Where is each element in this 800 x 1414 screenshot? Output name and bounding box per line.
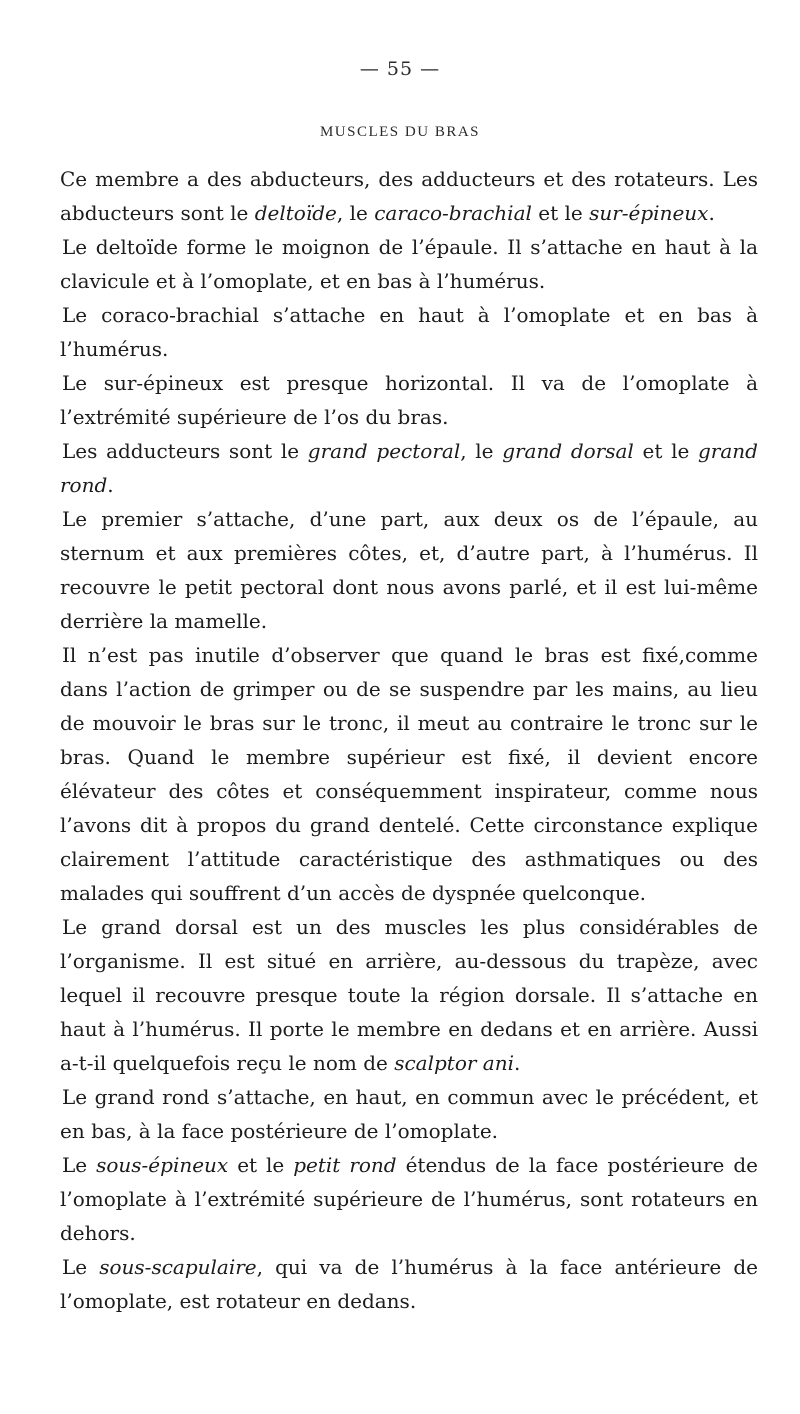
italic-term: grand rond — [60, 439, 758, 497]
text-run: . — [514, 1051, 521, 1075]
text-run: . — [708, 201, 715, 225]
paragraph — [60, 162, 758, 230]
text-run: Il n’est pas inutile d’observer que quand le bras est fixé,comme dans l’action de grimper ou de se suspendre par les mains, au lieu de mouvoir le bras sur le tronc, il meut au contraire le tronc sur le bras. Quand le membre supérieur est fixé, il devient encore élévateur des côtes et conséquemment inspirateur, comme nous l’avons dit à propos du grand dentelé. Cette circonstance explique clairement l’attitude caractéristique des asthmatiques ou des malades qui souffrent d’un accès de dyspnée quelconque. — [60, 643, 758, 905]
text-run: Le — [62, 1153, 97, 1177]
running-head: MUSCLES DU BRAS — [319, 124, 481, 140]
paragraph — [60, 638, 758, 910]
text-run: et le — [633, 439, 698, 463]
italic-term: sous-scapulaire — [99, 1255, 257, 1279]
italic-term: sous-épineux — [96, 1153, 229, 1177]
text-run: Les adducteurs sont le — [62, 439, 308, 463]
text-run: Le sur-épineux est presque horizontal. Il va de l’omoplate à l’extrémité supérieure de l’os du bras. — [60, 371, 758, 429]
page-number: — 55 — — [359, 58, 441, 80]
text-run: étendus de la face postérieure de l’omoplate à l’extrémité supérieure de l’humérus, sont rotateurs en dehors. — [60, 1153, 758, 1245]
italic-term: grand dorsal — [502, 439, 634, 463]
italic-term: scalptor ani — [394, 1051, 514, 1075]
text-run: Le deltoïde forme le moignon de l’épaule. Il s’attache en haut à la clavicule et à l’omoplate, et en bas à l’humérus. — [60, 235, 758, 293]
italic-term: petit rond — [293, 1153, 397, 1177]
paragraph — [60, 1080, 758, 1148]
paragraph — [60, 298, 758, 366]
italic-term: grand pectoral — [307, 439, 461, 463]
text-run: Le grand dorsal est un des muscles les plus considérables de l’organisme. Il est situé en arrière, au-dessous du trapèze, avec lequel il recouvre presque toute la région dorsale. Il s’attache en haut à l’humérus. Il porte le membre en dedans et en arrière. Aussi a-t-il quelquefois reçu le nom de — [60, 915, 758, 1075]
italic-term: caraco-brachial — [374, 201, 532, 225]
paragraph — [60, 434, 758, 502]
italic-term: sur-épineux — [589, 201, 709, 225]
italic-term: deltoïde — [254, 201, 337, 225]
paragraph — [60, 230, 758, 298]
text-run: , le — [336, 201, 375, 225]
text-run: Le coraco-brachial s’attache en haut à l’omoplate et en bas à l’humérus. — [60, 303, 758, 361]
text-run: , le — [460, 439, 503, 463]
paragraph — [60, 1148, 758, 1250]
body-text — [60, 162, 758, 1318]
text-run: Le grand rond s’attache, en haut, en commun avec le précédent, et en bas, à la face postérieure de l’omoplate. — [60, 1085, 758, 1143]
text-run: Ce membre a des abducteurs, des adducteurs et des rotateurs. Les abducteurs sont le — [60, 167, 758, 225]
paragraph — [60, 1250, 758, 1318]
text-run: Le premier s’attache, d’une part, aux deux os de l’épaule, au sternum et aux premières côtes, et, d’autre part, à l’humérus. Il recouvre le petit pectoral dont nous avons parlé, et il est lui-même derrière la mamelle. — [60, 507, 758, 633]
text-run: et le — [531, 201, 590, 225]
paragraph — [60, 366, 758, 434]
text-run: et le — [228, 1153, 294, 1177]
paragraph — [60, 910, 758, 1080]
text-run: Le — [62, 1255, 100, 1279]
paragraph — [60, 502, 758, 638]
text-run: . — [107, 473, 114, 497]
text-run: , qui va de l’humérus à la face antérieure de l’omoplate, est rotateur en dedans. — [60, 1255, 758, 1313]
